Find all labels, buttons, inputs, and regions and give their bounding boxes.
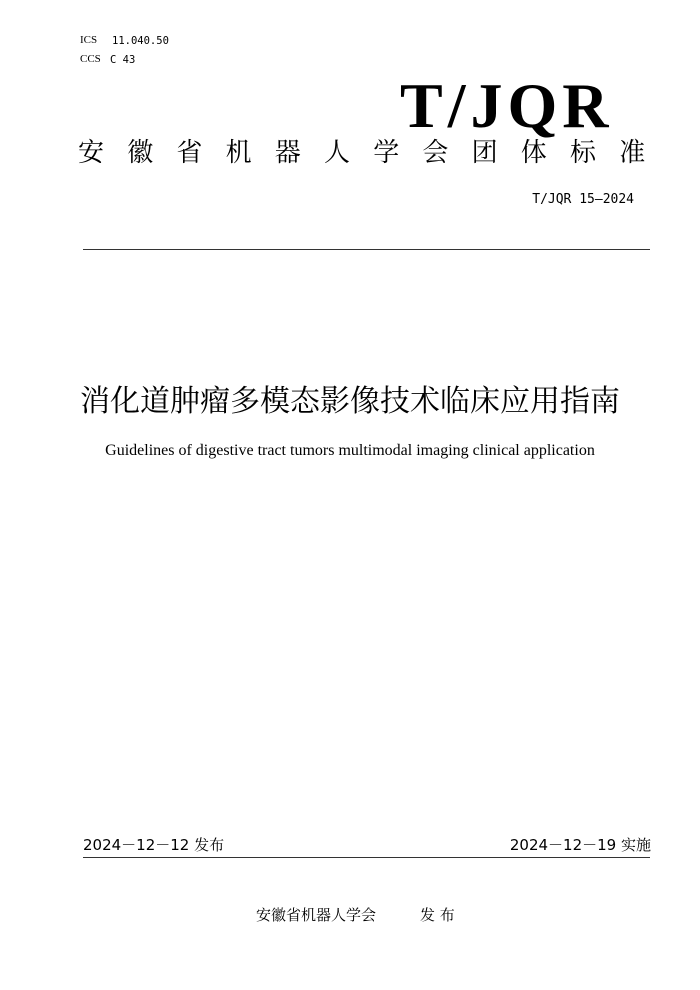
document-number: T/JQR 15—2024 — [532, 192, 634, 207]
publisher-action: 发 布 — [420, 906, 455, 924]
publish-date: 2024－12－12 发布 — [83, 836, 225, 854]
ics-code: 11.040.50 — [112, 35, 169, 47]
document-title-english: Guidelines of digestive tract tumors multimodal imaging clinical application — [105, 442, 595, 459]
footer-divider — [83, 857, 650, 858]
implement-date: 2024－12－19 实施 — [509, 836, 651, 854]
ccs-code: C 43 — [110, 54, 136, 66]
ics-label: ICS — [80, 34, 98, 46]
organization-standard-heading: 安徽省机器人学会团体标准 — [78, 138, 669, 168]
header-divider — [83, 249, 650, 250]
publisher-name: 安徽省机器人学会 — [256, 906, 377, 924]
document-title: 消化道肿瘤多模态影像技术临床应用指南 — [80, 384, 620, 419]
ccs-label: CCS — [80, 53, 101, 65]
brand-code: T/JQR — [400, 70, 614, 141]
